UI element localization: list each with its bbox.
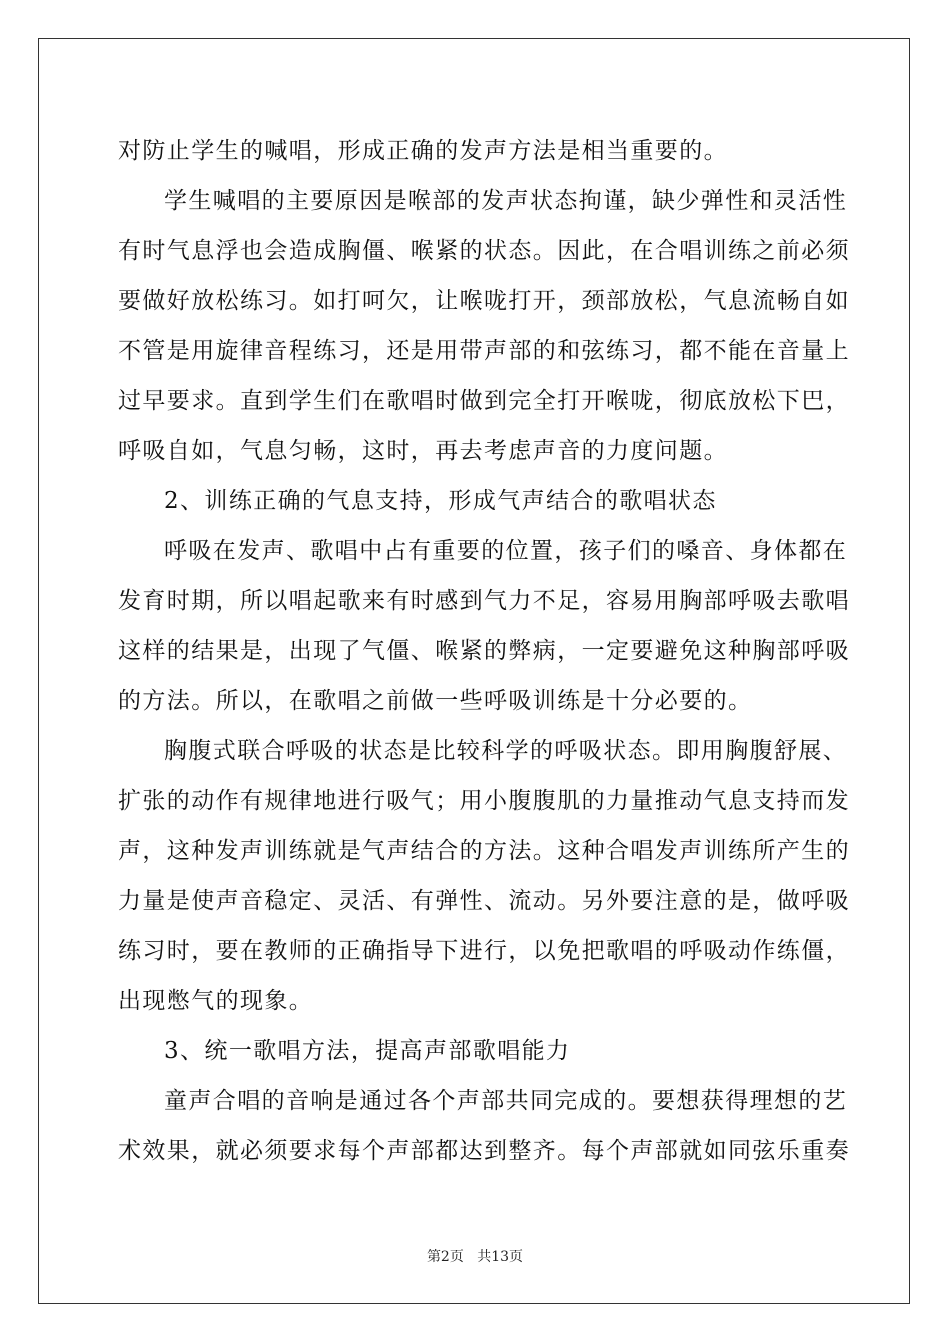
text-line-12: 的方法。所以，在歌唱之前做一些呼吸训练是十分必要的。 (118, 688, 753, 714)
text-line-9: 呼吸在发声、歌唱中占有重要的位置，孩子们的嗓音、身体都在 (164, 538, 848, 564)
section-heading-2: 2、训练正确的气息支持，形成气声结合的歌唱状态 (164, 488, 717, 514)
text-line-14: 扩张的动作有规律地进行吸气；用小腹腹肌的力量推动气息支持而发 (118, 788, 850, 814)
text-line-17: 练习时，要在教师的正确指导下进行，以免把歌唱的呼吸动作练僵， (118, 938, 850, 964)
text-line-20: 童声合唱的音响是通过各个声部共同完成的。要想获得理想的艺 (164, 1088, 848, 1114)
text-line-16: 力量是使声音稳定、灵活、有弹性、流动。另外要注意的是，做呼吸 (118, 888, 850, 914)
text-line-15: 声，这种发声训练就是气声结合的方法。这种合唱发声训练所产生的 (118, 838, 850, 864)
text-line-7: 呼吸自如，气息匀畅，这时，再去考虑声音的力度问题。 (118, 438, 728, 464)
text-line-18: 出现憋气的现象。 (118, 988, 314, 1014)
text-line-6: 过早要求。直到学生们在歌唱时做到完全打开喉咙，彻底放松下巴， (118, 388, 850, 414)
text-line-5: 不管是用旋律音程练习，还是用带声部的和弦练习，都不能在音量上 (118, 338, 850, 364)
text-line-11: 这样的结果是，出现了气僵、喉紧的弊病，一定要避免这种胸部呼吸 (118, 638, 850, 664)
text-line-4: 要做好放松练习。如打呵欠，让喉咙打开，颈部放松，气息流畅自如 (118, 288, 850, 314)
text-line-13: 胸腹式联合呼吸的状态是比较科学的呼吸状态。即用胸腹舒展、 (164, 738, 848, 764)
document-body (118, 126, 850, 1176)
text-line-3: 有时气息浮也会造成胸僵、喉紧的状态。因此，在合唱训练之前必须 (118, 238, 850, 264)
text-line-2: 学生喊唱的主要原因是喉部的发声状态拘谨，缺少弹性和灵活性 (164, 188, 848, 214)
section-heading-3: 3、统一歌唱方法，提高声部歌唱能力 (164, 1038, 571, 1064)
text-line-1: 对防止学生的喊唱，形成正确的发声方法是相当重要的。 (118, 138, 728, 164)
text-line-10: 发育时期，所以唱起歌来有时感到气力不足，容易用胸部呼吸去歌唱 (118, 588, 850, 614)
page-total: 共13页 (477, 1249, 524, 1265)
page-footer (0, 1246, 950, 1266)
text-line-21: 术效果，就必须要求每个声部都达到整齐。每个声部就如同弦乐重奏 (118, 1138, 850, 1164)
page-number: 第2页 (426, 1249, 464, 1265)
